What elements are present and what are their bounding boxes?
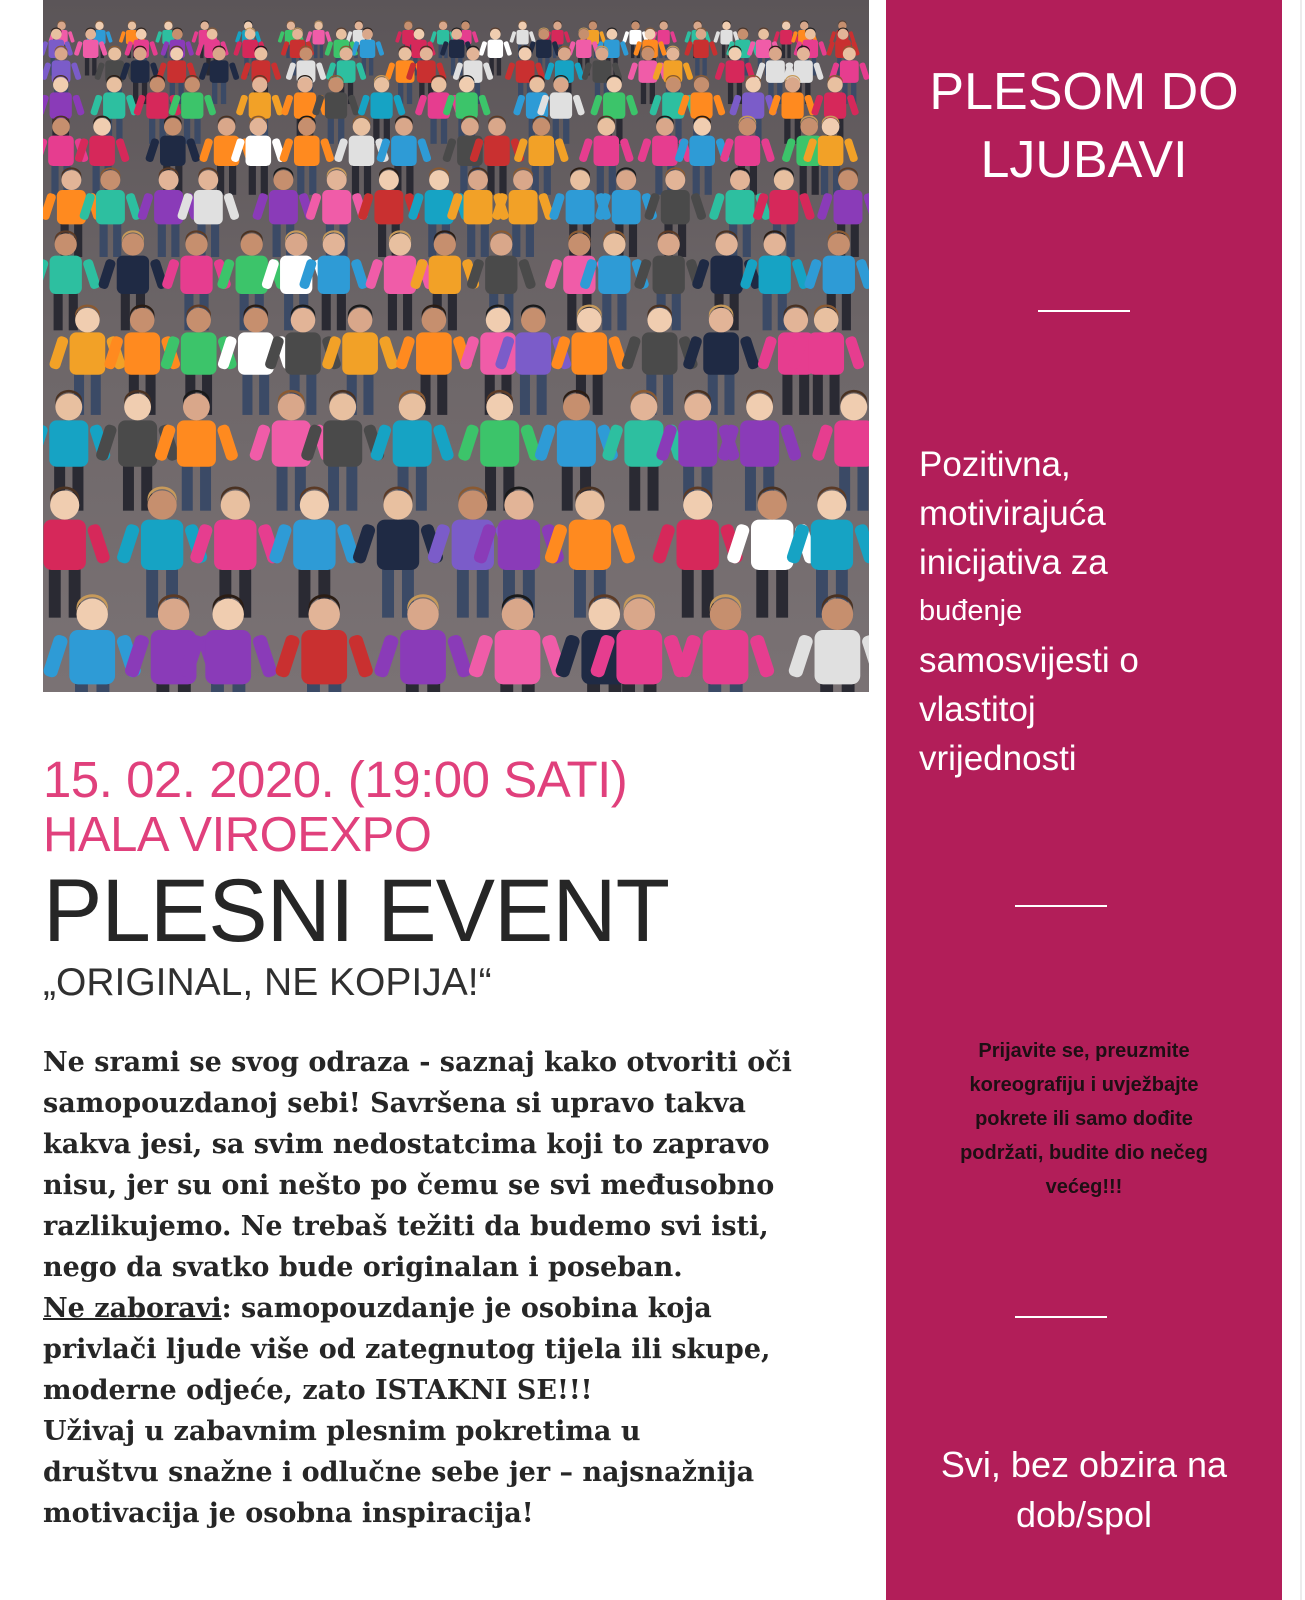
panel-title [886,58,1282,194]
panel-desc-line: vrijednosti [919,739,1077,778]
panel-desc-line: samosvijesti o [919,641,1139,680]
crowd-dancing-photo [43,0,869,692]
panel-divider [1038,310,1130,312]
description-line: društvu snažne i odlučne sebe jer – najsnažnija [43,1457,755,1488]
info-panel [886,0,1282,1600]
event-title: PLESNI EVENT [43,860,670,960]
description-line: motivacija je osobna inspiracija! [43,1498,534,1529]
description-line: privlači ljude više od zategnutog tijela ili skupe, [43,1334,771,1365]
panel-note-line: Prijavite se, preuzmite [978,1040,1190,1062]
reminder-text: : samopouzdanje je osobina koja [221,1293,712,1324]
description-line: Ne srami se svog odraza - saznaj kako otvoriti oči [43,1047,792,1078]
reminder-line [43,1288,873,1329]
event-venue: HALA VIROEXPO [43,808,432,862]
panel-footer-line: Svi, bez obzira na [940,1444,1228,1485]
description-line: nisu, jer su oni nešto po čemu se svi međusobno [43,1170,775,1201]
panel-desc-line: buđenje [919,595,1023,627]
panel-desc-line: inicijativa za [919,543,1108,582]
panel-desc-line: motivirajuća [919,494,1106,533]
description-line: nego da svatko bude originalan i poseban. [43,1252,683,1283]
panel-divider [1015,1316,1107,1318]
panel-title-line: LJUBAVI [980,131,1188,189]
crowd-illustration [43,0,869,692]
event-description [43,1042,873,1534]
page-edge [1300,0,1302,1600]
panel-note-line: većeg!!! [1045,1176,1123,1198]
panel-title-line: PLESOM DO [929,63,1239,121]
panel-desc-line: vlastitoj [919,690,1036,729]
event-subtitle: „ORIGINAL, NE KOPIJA!“ [43,961,492,1004]
panel-signup-note [916,1034,1252,1204]
panel-note-line: podržati, budite dio nečeg [960,1142,1208,1164]
panel-note-line: koreografiju i uvježbajte [969,1074,1199,1096]
description-line: razlikujemo. Ne trebaš težiti da budemo svi isti, [43,1211,769,1242]
panel-description [919,440,1269,783]
description-line: kakva jesi, sa svim nedostatcima koji to zapravo [43,1129,770,1160]
panel-divider [1015,905,1107,907]
panel-desc-line: Pozitivna, [919,445,1071,484]
panel-note-line: pokrete ili samo dođite [975,1108,1193,1130]
event-date-time: 15. 02. 2020. (19:00 SATI) [43,751,628,808]
reminder-label: Ne zaboravi [43,1293,222,1324]
description-line: Uživaj u zabavnim plesnim pokretima u [43,1416,641,1447]
panel-footer-line: dob/spol [1015,1494,1153,1535]
description-line: samopouzdanoj sebi! Savršena si upravo takva [43,1088,746,1119]
panel-footer [886,1440,1282,1540]
description-line: moderne odjeće, zato ISTAKNI SE!!! [43,1375,593,1406]
